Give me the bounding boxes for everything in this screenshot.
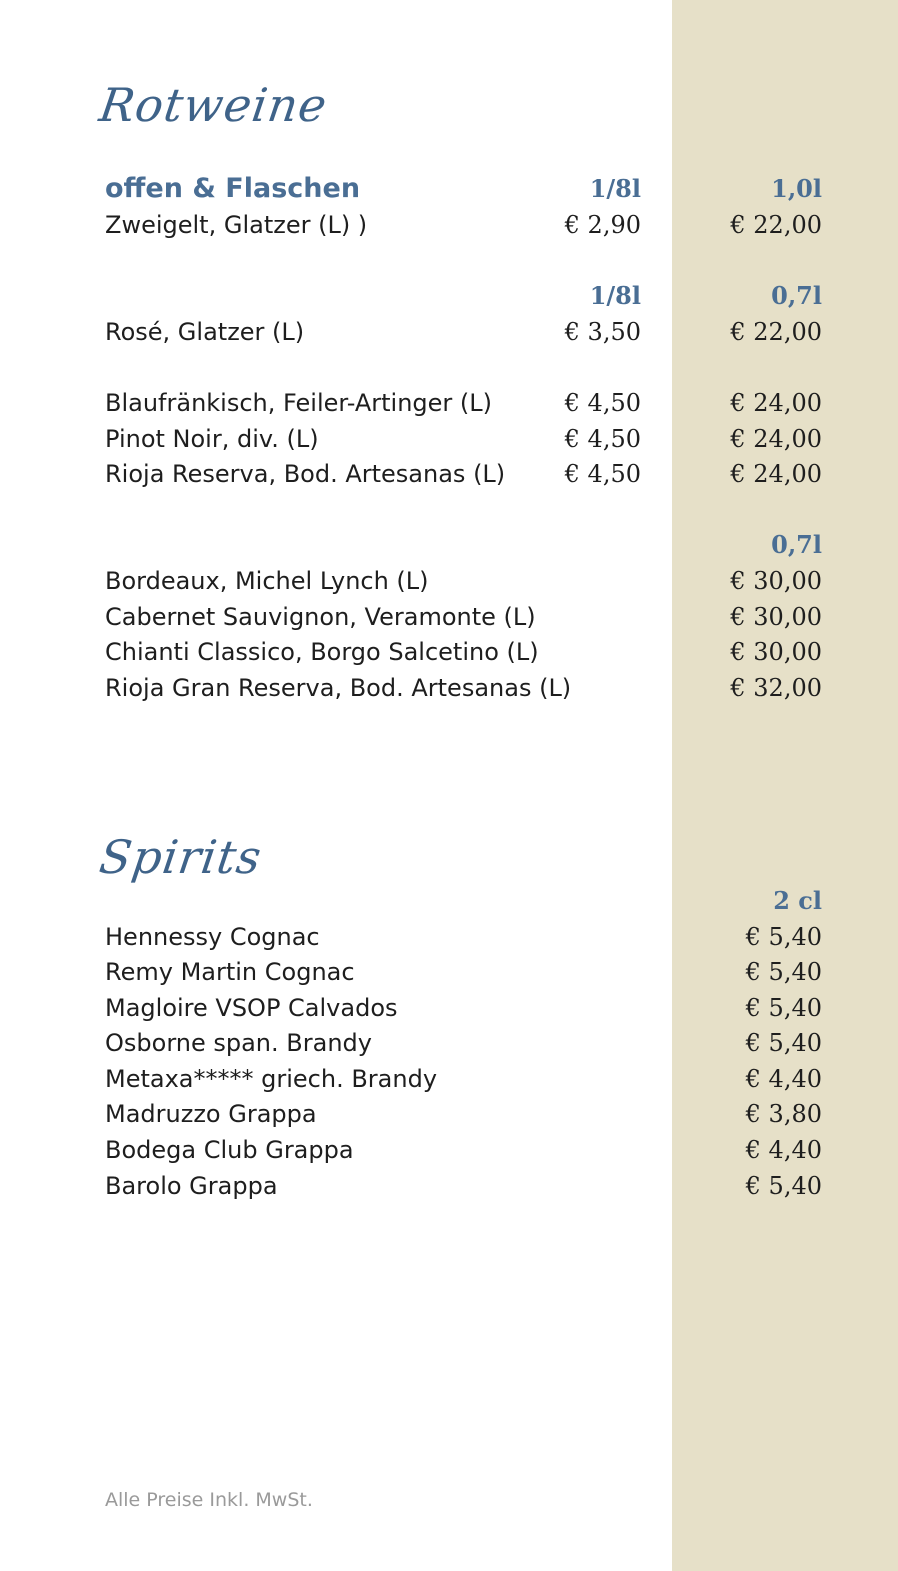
column-header: 2 cl bbox=[773, 886, 822, 915]
rotweine-header-row bbox=[0, 171, 898, 207]
footer-note: Alle Preise Inkl. MwSt. bbox=[105, 1489, 313, 1511]
item-name: Bordeaux, Michel Lynch (L) bbox=[105, 567, 429, 595]
item-price: € 5,40 bbox=[745, 1172, 822, 1200]
item-price-glass: € 3,50 bbox=[564, 318, 641, 346]
section-title-rotweine: Rotweine bbox=[96, 78, 331, 132]
item-price-bottle: € 22,00 bbox=[730, 318, 822, 346]
menu-item-row bbox=[0, 670, 898, 706]
menu-item-row bbox=[0, 1025, 898, 1061]
item-price-glass: € 4,50 bbox=[564, 389, 641, 417]
menu-item-row bbox=[0, 954, 898, 990]
item-price-glass: € 2,90 bbox=[564, 211, 641, 239]
item-name: Chianti Classico, Borgo Salcetino (L) bbox=[105, 638, 539, 666]
column-header: 1/8l bbox=[589, 281, 641, 310]
item-price-glass: € 4,50 bbox=[564, 460, 641, 488]
item-price: € 4,40 bbox=[745, 1065, 822, 1093]
item-name: Hennessy Cognac bbox=[105, 923, 320, 951]
item-price-bottle: € 30,00 bbox=[730, 638, 822, 666]
menu-item-row bbox=[0, 990, 898, 1026]
item-price: € 5,40 bbox=[745, 923, 822, 951]
column-header: 0,7l bbox=[771, 281, 822, 310]
item-price: € 4,40 bbox=[745, 1136, 822, 1164]
item-name: Magloire VSOP Calvados bbox=[105, 994, 398, 1022]
group-header-row bbox=[0, 527, 898, 563]
item-name: Metaxa***** griech. Brandy bbox=[105, 1065, 438, 1093]
item-price: € 3,80 bbox=[745, 1100, 822, 1128]
menu-item-row bbox=[0, 919, 898, 955]
item-price-bottle: € 30,00 bbox=[730, 603, 822, 631]
column-header: 1/8l bbox=[589, 174, 641, 203]
item-name: Osborne span. Brandy bbox=[105, 1029, 372, 1057]
menu-item-row bbox=[0, 314, 898, 350]
item-price-bottle: € 24,00 bbox=[730, 425, 822, 453]
menu-item-row bbox=[0, 1132, 898, 1168]
item-name: Rioja Reserva, Bod. Artesanas (L) bbox=[105, 460, 506, 488]
menu-item-row bbox=[0, 1061, 898, 1097]
item-price-bottle: € 32,00 bbox=[730, 674, 822, 702]
item-name: Madruzzo Grappa bbox=[105, 1100, 317, 1128]
section-label: offen & Flaschen bbox=[105, 173, 361, 204]
item-name: Cabernet Sauvignon, Veramonte (L) bbox=[105, 603, 536, 631]
column-header: 0,7l bbox=[771, 530, 822, 559]
item-price: € 5,40 bbox=[745, 958, 822, 986]
menu-item-row bbox=[0, 599, 898, 635]
section-title-spirits: Spirits bbox=[96, 830, 266, 884]
menu-item-row bbox=[0, 456, 898, 492]
item-name: Rosé, Glatzer (L) bbox=[105, 318, 305, 346]
item-name: Barolo Grappa bbox=[105, 1172, 278, 1200]
item-name: Rioja Gran Reserva, Bod. Artesanas (L) bbox=[105, 674, 572, 702]
menu-item-row bbox=[0, 385, 898, 421]
menu-item-row bbox=[0, 207, 898, 243]
item-price-bottle: € 30,00 bbox=[730, 567, 822, 595]
menu-item-row bbox=[0, 634, 898, 670]
menu-item-row bbox=[0, 1168, 898, 1204]
item-name: Zweigelt, Glatzer (L) ) bbox=[105, 211, 368, 239]
menu-item-row bbox=[0, 421, 898, 457]
item-name: Blaufränkisch, Feiler-Artinger (L) bbox=[105, 389, 493, 417]
item-name: Bodega Club Grappa bbox=[105, 1136, 354, 1164]
menu-item-row bbox=[0, 1096, 898, 1132]
item-name: Pinot Noir, div. (L) bbox=[105, 425, 319, 453]
item-price-glass: € 4,50 bbox=[564, 425, 641, 453]
item-name: Remy Martin Cognac bbox=[105, 958, 355, 986]
item-price-bottle: € 24,00 bbox=[730, 460, 822, 488]
group-header-row bbox=[0, 278, 898, 314]
group-header-row bbox=[0, 883, 898, 919]
item-price-bottle: € 22,00 bbox=[730, 211, 822, 239]
item-price: € 5,40 bbox=[745, 994, 822, 1022]
item-price-bottle: € 24,00 bbox=[730, 389, 822, 417]
menu-item-row bbox=[0, 563, 898, 599]
item-price: € 5,40 bbox=[745, 1029, 822, 1057]
column-header: 1,0l bbox=[771, 174, 822, 203]
